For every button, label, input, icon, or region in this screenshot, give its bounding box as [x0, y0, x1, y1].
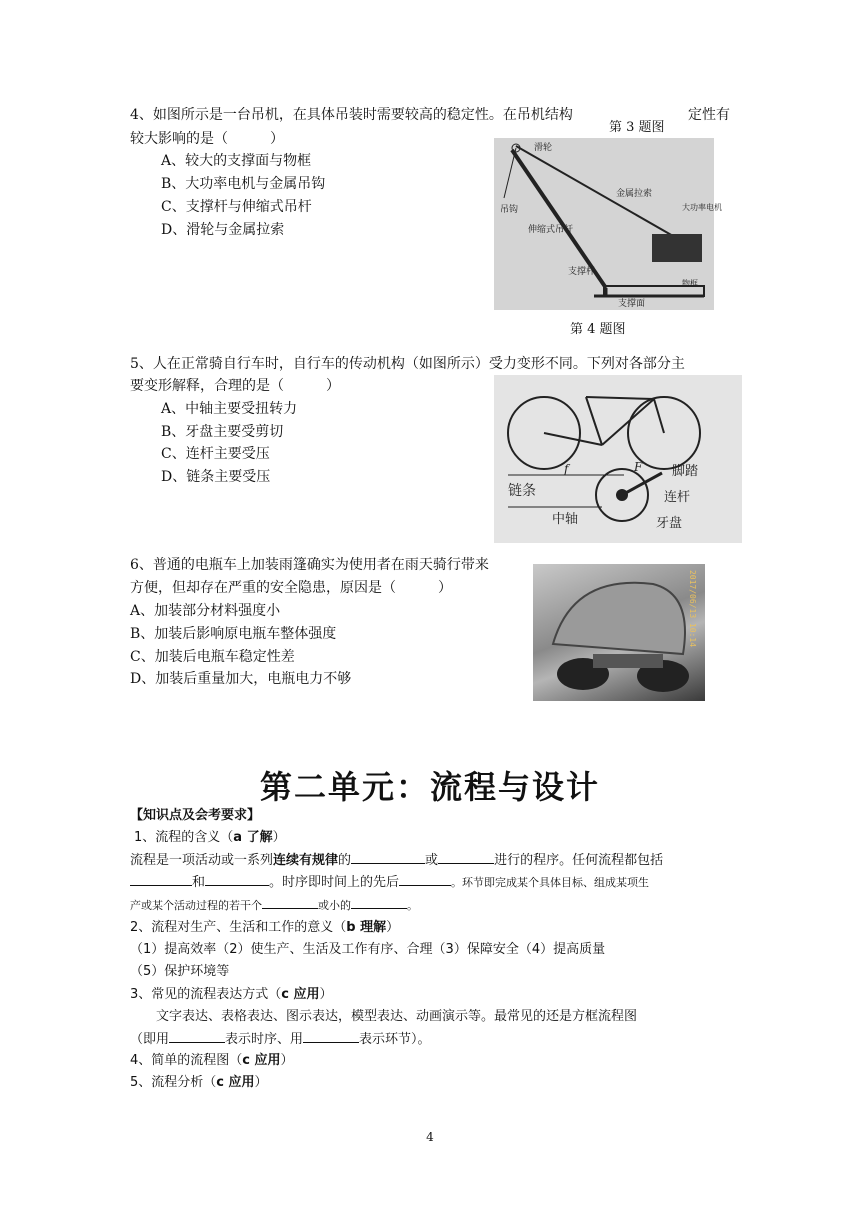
- photo-timestamp: 2017/06/13 10:14: [687, 569, 697, 648]
- label-frame: 物框: [682, 279, 698, 288]
- label-boom: 伸缩式吊杆: [528, 225, 574, 235]
- bicycle-drawing: [494, 375, 742, 543]
- q5-option-a: A、中轴主要受扭转力: [161, 401, 298, 417]
- unit2-title: 第二单元：流程与设计: [259, 768, 600, 806]
- q6-option-b: B、加装后影响原电瓶车整体强度: [130, 626, 337, 642]
- crane-figure: [494, 138, 722, 310]
- ebike-photo: [533, 564, 705, 701]
- item1-para-line2: 和 。时序即时间上的先后 。环节即完成某个具体目标、组成某项生: [130, 871, 649, 893]
- label-chainring: 牙盘: [656, 516, 683, 531]
- fig4-caption: 第 4 题图: [570, 322, 626, 337]
- label-chain: 链条: [508, 483, 536, 499]
- item3-para-line1: 文字表达、表格表达、图示表达，模型表达、动画演示等。最常见的还是方框流程图: [156, 1009, 638, 1024]
- q4-option-c: C、支撑杆与伸缩式吊杆: [161, 199, 312, 215]
- q6-option-d: D、加装后重量加大，电瓶电力不够: [130, 671, 352, 687]
- section-heading: 【知识点及会考要求】: [130, 808, 261, 823]
- label-motor: 大功率电机: [682, 203, 722, 212]
- q6-option-c: C、加装后电瓶车稳定性差: [130, 649, 295, 665]
- item4-heading: 4、简单的流程图（c 应用）: [130, 1053, 294, 1068]
- q5-line1: 5、人在正常骑自行车时，自行车的传动机构（如图所示）受力变形不同。下列对各部分主: [130, 356, 685, 372]
- item2-list-line2: （5）保护环境等: [130, 964, 230, 979]
- item1-para-line3: 产或某个活动过程的若干个 或小的 。: [130, 899, 418, 912]
- q6-option-a: A、加装部分材料强度小: [130, 603, 281, 619]
- label-cable: 金属拉索: [616, 189, 653, 199]
- crane-drawing: [494, 138, 722, 310]
- item5-heading: 5、流程分析（c 应用）: [130, 1075, 268, 1090]
- label-pulley: 滑轮: [534, 143, 553, 153]
- item3-para-line2: （即用 表示时序、用 表示环节）。: [130, 1028, 431, 1050]
- q4-line2: 较大影响的是（ ）: [130, 131, 284, 147]
- fig3-caption: 第 3 题图: [609, 120, 665, 135]
- item3-heading: 3、常见的流程表达方式（c 应用）: [130, 987, 333, 1002]
- q4-option-a: A、较大的支撑面与物框: [161, 153, 312, 169]
- q5-option-c: C、连杆主要受压: [161, 446, 270, 462]
- q4-line1: 4、如图所示是一台吊机，在具体吊装时需要较高的稳定性。在吊机结构: [130, 107, 573, 123]
- item2-list-line1: （1）提高效率（2）使生产、生活及工作有序、合理（3）保障安全（4）提高质量: [130, 942, 606, 957]
- label-force-f-upper: F: [634, 460, 643, 474]
- q5-line2: 要变形解释，合理的是（ ）: [130, 378, 340, 394]
- label-crank: 连杆: [664, 490, 691, 505]
- bicycle-figure: [494, 375, 742, 543]
- q4-option-b: B、大功率电机与金属吊钩: [161, 176, 326, 192]
- q4-option-d: D、滑轮与金属拉索: [161, 222, 285, 238]
- q6-line1: 6、普通的电瓶车上加装雨篷确实为使用者在雨天骑行带来: [130, 557, 489, 573]
- ebike-drawing: [533, 564, 705, 701]
- item1-heading: 1、流程的含义（a 了解）: [134, 830, 286, 845]
- q5-option-b: B、牙盘主要受剪切: [161, 424, 284, 440]
- label-hook: 吊钩: [500, 205, 519, 215]
- q5-option-d: D、链条主要受压: [161, 469, 271, 485]
- q4-line1-tail: 定性有: [688, 107, 730, 123]
- label-pedal: 脚踏: [672, 464, 699, 479]
- label-axle: 中轴: [552, 512, 579, 527]
- page-number: 4: [426, 1130, 434, 1144]
- q6-line2: 方便，但却存在严重的安全隐患，原因是（ ）: [130, 580, 452, 596]
- item1-para-line1: 流程是一项活动或一系列连续有规律的 或 进行的程序。任何流程都包括: [130, 849, 663, 871]
- label-support-rod: 支撑杆: [568, 267, 596, 277]
- label-force-f-lower: f: [564, 462, 569, 476]
- item2-heading: 2、流程对生产、生活和工作的意义（b 理解）: [130, 920, 400, 935]
- label-base: 支撑面: [618, 299, 646, 309]
